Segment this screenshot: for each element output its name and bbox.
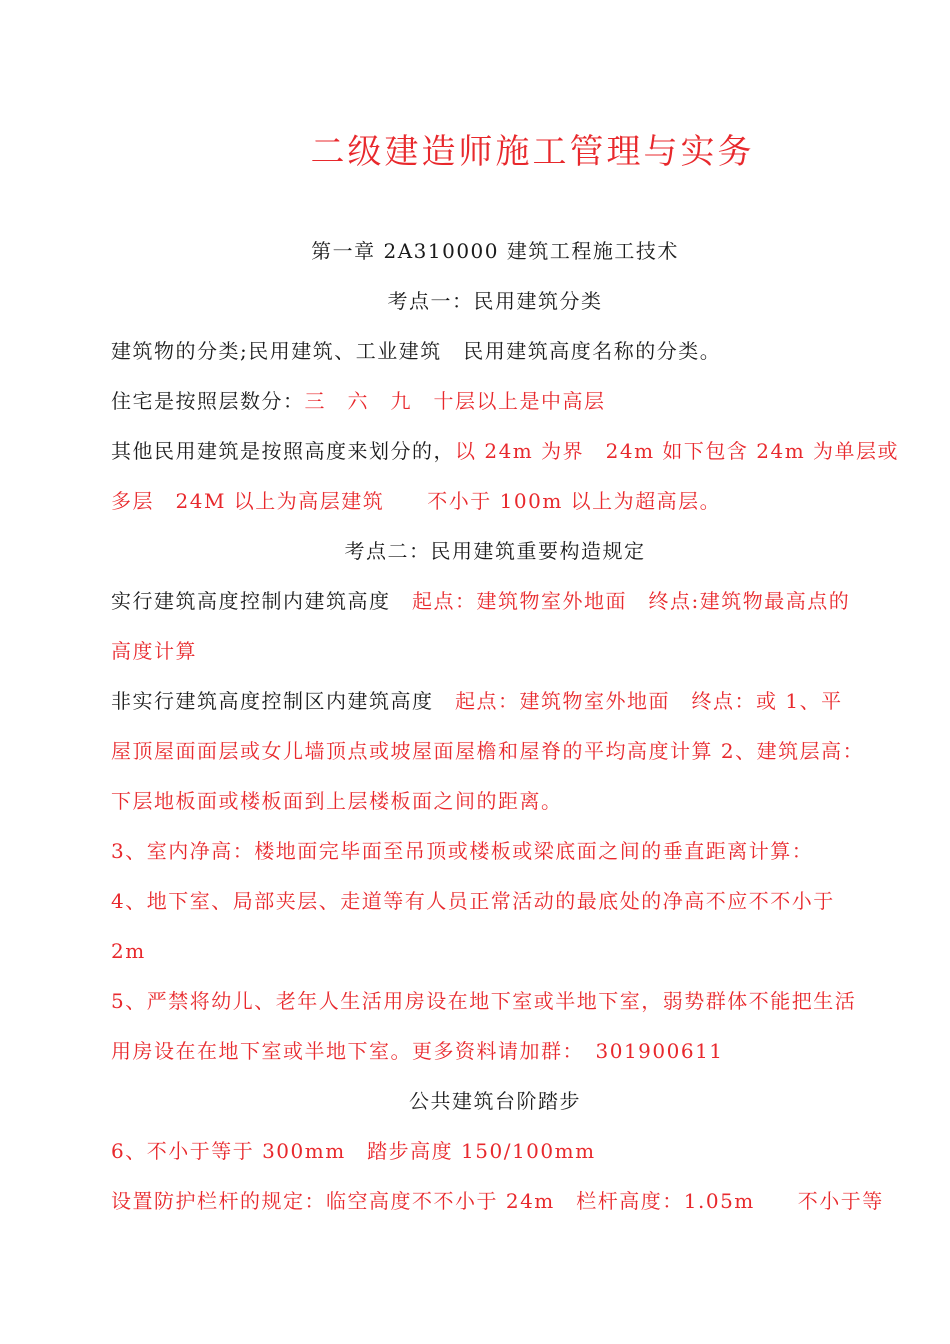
residential-floors: 三 六 九 十层以上是中高层 (304, 389, 606, 413)
public-building-heading: 公共建筑台阶踏步 (409, 1089, 581, 1113)
paragraph-other-civil (111, 436, 899, 466)
uncontrolled-height-label: 非实行建筑高度控制区内建筑高度 (111, 689, 455, 713)
paragraph-controlled-height-cont: 高度计算 (111, 639, 197, 663)
paragraph-highrise: 多层 24M 以上为高层建筑 不小于 100m 以上为超高层。 (111, 489, 722, 513)
other-civil-label: 其他民用建筑是按照高度来划分的， (111, 439, 455, 463)
point2-heading: 考点二：民用建筑重要构造规定 (344, 539, 646, 563)
uncontrolled-height-rule: 起点：建筑物室外地面 终点：或 1、平 (455, 689, 843, 713)
controlled-height-label: 实行建筑高度控制内建筑高度 (111, 589, 412, 613)
other-civil-height: 以 24m 为界 24m 如下包含 24m 为单层或 (455, 439, 900, 463)
paragraph-stairs: 6、不小于等于 300mm 踏步高度 150/100mm (111, 1139, 596, 1163)
point1-heading: 考点一：民用建筑分类 (387, 289, 603, 313)
paragraph-basement-prohibition: 5、严禁将幼儿、老年人生活用房设在地下室或半地下室，弱势群体不能把生活 (111, 989, 857, 1013)
paragraph-uncontrolled-height (111, 686, 843, 716)
paragraph-residential (111, 386, 606, 416)
paragraph-roof-height: 屋顶屋面面层或女儿墙顶点或坡屋面屋檐和屋脊的平均高度计算 2、建筑层高： (111, 739, 865, 763)
residential-label: 住宅是按照层数分： (111, 389, 305, 413)
chapter-heading: 第一章 2A310000 建筑工程施工技术 (311, 239, 679, 263)
paragraph-classification: 建筑物的分类;民用建筑、工业建筑 民用建筑高度名称的分类。 (111, 339, 722, 363)
controlled-height-rule: 起点：建筑物室外地面 终点:建筑物最高点的 (412, 589, 851, 613)
paragraph-basement-prohibition-cont: 用房设在在地下室或半地下室。更多资料请加群： 301900611 (111, 1039, 724, 1063)
paragraph-floor-height: 下层地板面或楼板面到上层楼板面之间的距离。 (111, 789, 563, 813)
paragraph-railing: 设置防护栏杆的规定：临空高度不不小于 24m 栏杆高度：1.05m 不小于等 (111, 1189, 884, 1213)
paragraph-indoor-clearance: 3、室内净高：楼地面完毕面至吊顶或楼板或梁底面之间的垂直距离计算： (111, 839, 814, 863)
paragraph-basement-clearance: 4、地下室、局部夹层、走道等有人员正常活动的最底处的净高不应不不小于 (111, 889, 835, 913)
document-title: 二级建造师施工管理与实务 (310, 132, 755, 172)
paragraph-controlled-height (111, 586, 850, 616)
paragraph-basement-clearance-cont: 2m (111, 939, 146, 963)
